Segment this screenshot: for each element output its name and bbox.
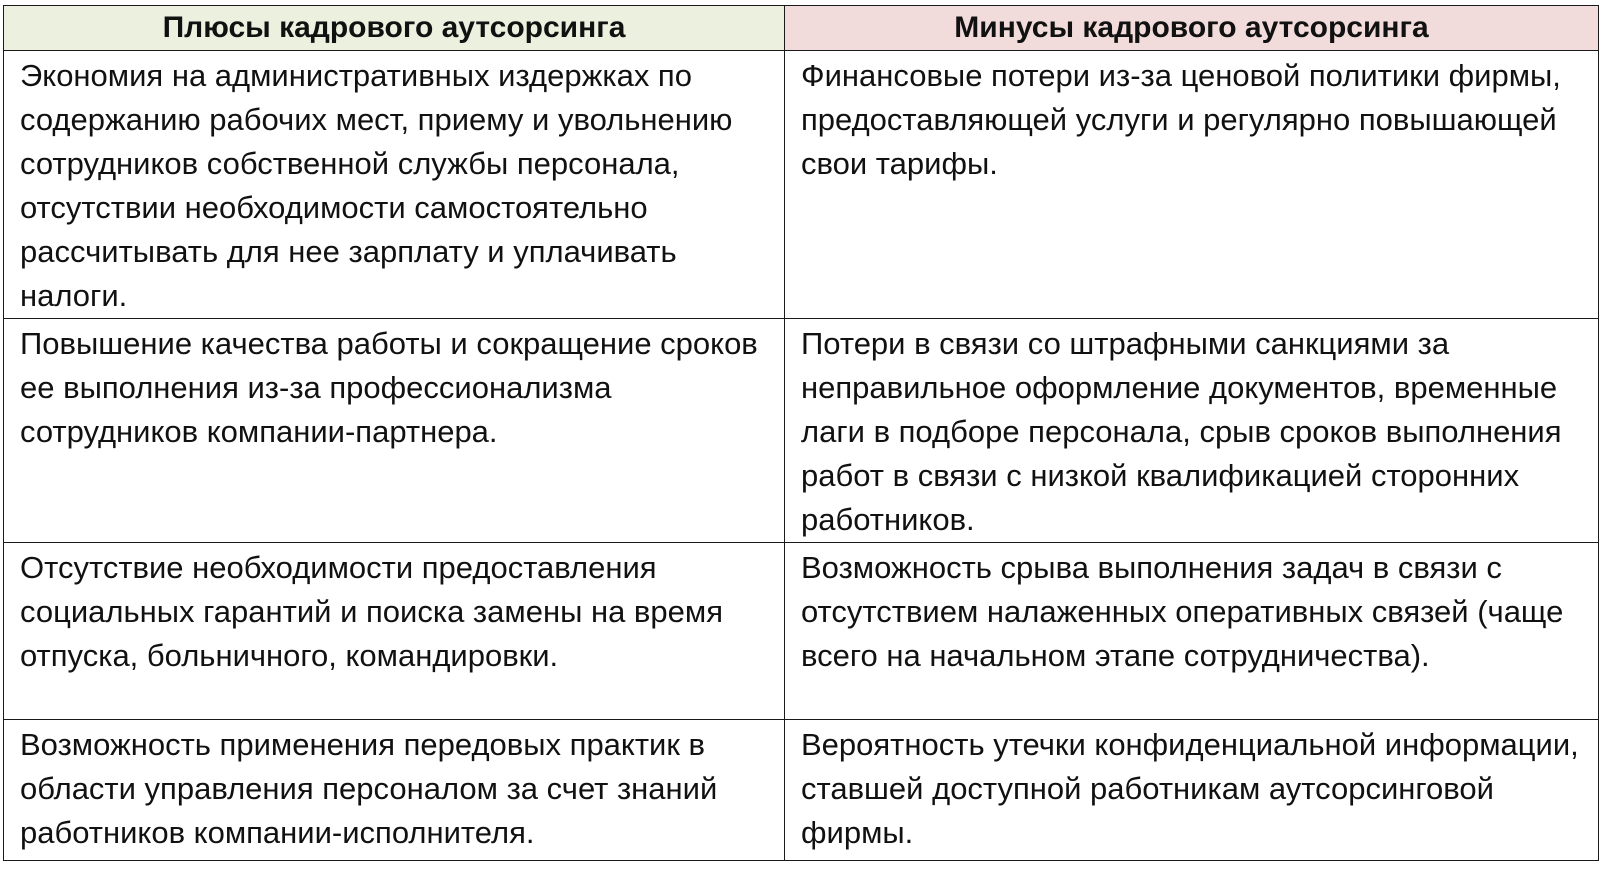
pro-cell: Экономия на административных издержках по содержанию рабочих мест, приему и увольнению сотрудников собственной службы персонала, отсутствии необходимости самостоятельно рассчитывать для нее зарплату и уплачивать налоги. [4, 51, 785, 319]
table-row [4, 543, 1599, 720]
pro-cell: Возможность применения передовых практик в области управления персоналом за счет знаний работников компании-исполнителя. [4, 720, 785, 861]
pro-cell: Повышение качества работы и сокращение сроков ее выполнения из-за профессионализма сотрудников компании-партнера. [4, 319, 785, 543]
pro-cell: Отсутствие необходимости предоставления социальных гарантий и поиска замены на время отпуска, больничного, командировки. [4, 543, 785, 720]
table-row [4, 720, 1599, 861]
header-row [4, 6, 1599, 51]
con-cell: Потери в связи со штрафными санкциями за неправильное оформление документов, временные лаги в подборе персонала, срыв сроков выполнения работ в связи с низкой квалификацией сторонних работников. [785, 319, 1599, 543]
pros-header: Плюсы кадрового аутсорсинга [4, 6, 785, 51]
con-cell: Вероятность утечки конфиденциальной информации, ставшей доступной работникам аутсорсинговой фирмы. [785, 720, 1599, 861]
con-cell: Возможность срыва выполнения задач в связи с отсутствием налаженных оперативных связей (чаще всего на начальном этапе сотрудничества). [785, 543, 1599, 720]
table-row [4, 319, 1599, 543]
table-row [4, 51, 1599, 319]
cons-header: Минусы кадрового аутсорсинга [785, 6, 1599, 51]
con-cell: Финансовые потери из-за ценовой политики фирмы, предоставляющей услуги и регулярно повышающей свои тарифы. [785, 51, 1599, 319]
pros-cons-table [3, 5, 1599, 861]
